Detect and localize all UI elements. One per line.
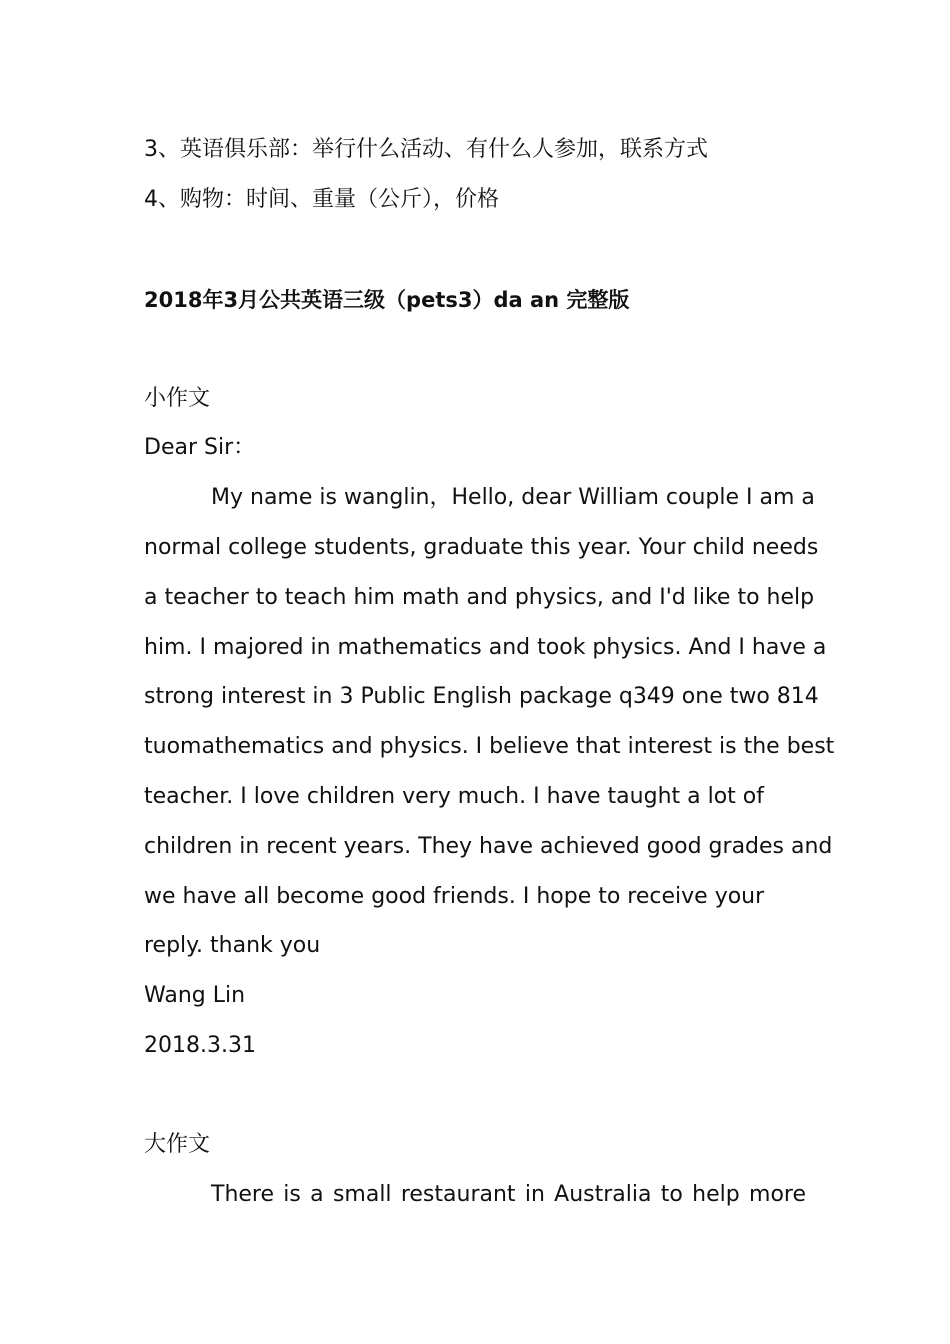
list-item-english-club: 3、英语俱乐部：举行什么活动、有什么人参加，联系方式 — [144, 137, 708, 162]
letter-body-line: teacher. I love children very much. I have taught a lot of — [144, 784, 765, 809]
letter-body-line: him. I majored in mathematics and took physics. And I have a — [144, 635, 827, 660]
letter-body-line: strong interest in 3 Public English package q349 one two 814 — [144, 684, 819, 709]
letter-date: 2018.3.31 — [144, 1033, 256, 1058]
big-essay-label: 大作文 — [144, 1132, 211, 1157]
small-essay-label: 小作文 — [144, 386, 211, 411]
letter-body-line: children in recent years. They have achieved good grades and — [144, 834, 833, 859]
letter-body-line: tuomathematics and physics. I believe that interest is the best — [144, 734, 835, 759]
letter-body-line: we have all become good friends. I hope to receive your — [144, 884, 765, 909]
letter-body-line: normal college students, graduate this year. Your child needs — [144, 535, 819, 560]
letter-body-line: reply. thank you — [144, 933, 321, 958]
letter-body-line: a teacher to teach him math and physics, and I'd like to help — [144, 585, 815, 610]
letter-signature: Wang Lin — [144, 983, 246, 1008]
letter-body-line: My name is wanglin，Hello, dear William couple I am a — [211, 485, 815, 510]
big-essay-first-line: There is a small restaurant in Australia to help more — [211, 1182, 806, 1207]
page-heading: 2018年3月公共英语三级（pets3）da an 完整版 — [144, 288, 630, 312]
list-item-shopping: 4、购物：时间、重量（公斤），价格 — [144, 187, 499, 212]
letter-greeting: Dear Sir： — [144, 435, 256, 460]
